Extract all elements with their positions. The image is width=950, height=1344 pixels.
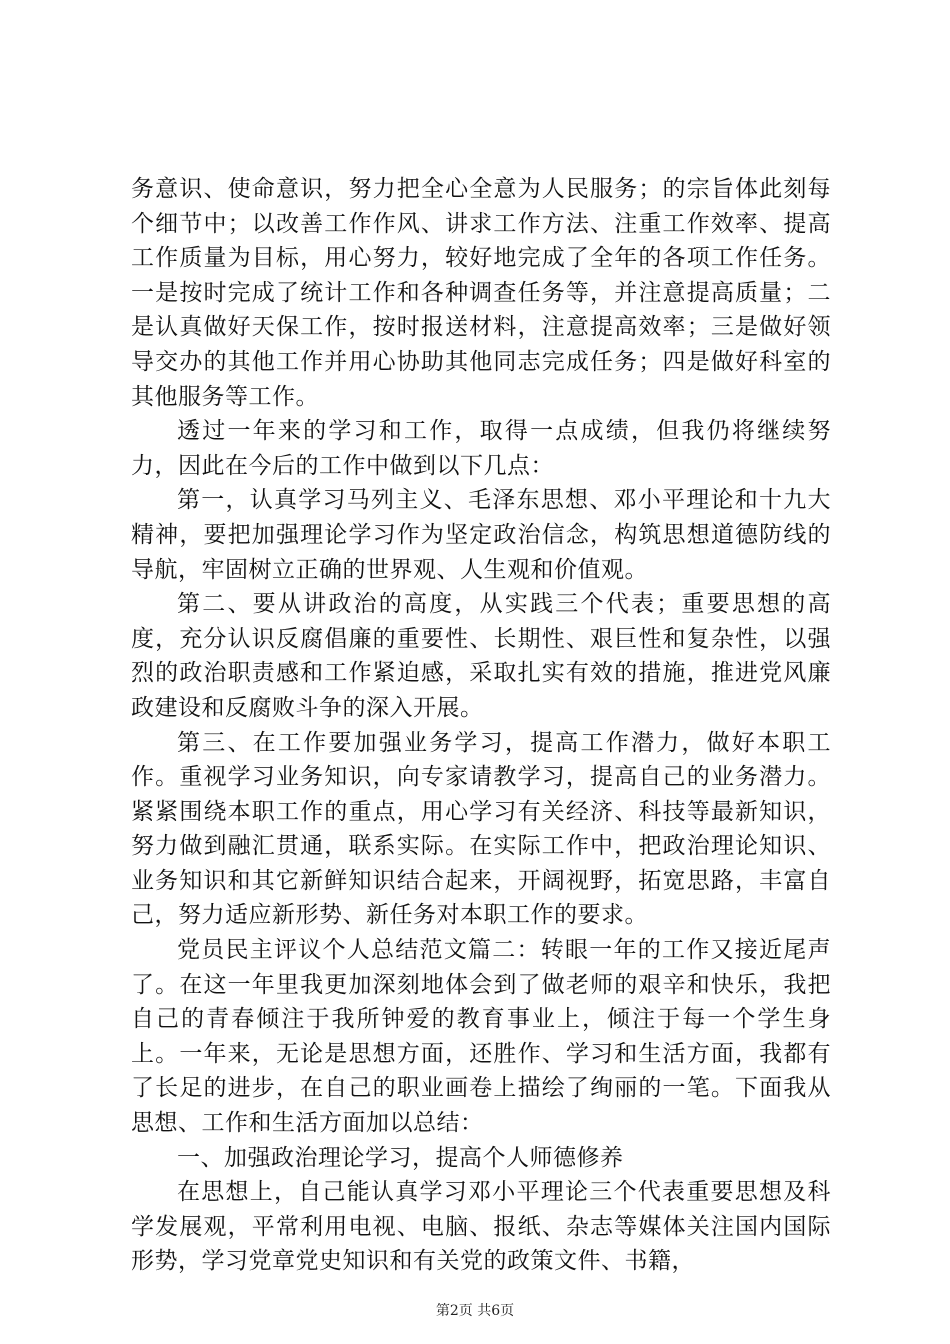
paragraph-8: 在思想上，自己能认真学习邓小平理论三个代表重要思想及科学发展观，平常利用电视、电脑、报纸、杂志等媒体关注国内国际形势，学习党章党史知识和有关党的政策文件、书籍， (131, 1179, 831, 1275)
section-heading: 一、加强政治理论学习，提高个人师德修养 (177, 1144, 624, 1171)
document-body (131, 172, 831, 1279)
paragraph-3: 第一，认真学习马列主义、毛泽东思想、邓小平理论和十九大精神，要把加强理论学习作为坚定政治信念，构筑思想道德防线的导航，牢固树立正确的世界观、人生观和价值观。 (131, 487, 831, 583)
page-number-footer: 第2页 共6页 (435, 1303, 515, 1319)
paragraph-6: 党员民主评议个人总结范文篇二：转眼一年的工作又接近尾声了。在这一年里我更加深刻地体会到了做老师的艰辛和快乐，我把自己的青春倾注于我所钟爱的教育事业上，倾注于每一个学生身上。一年来，无论是思想方面，还胜作、学习和生活方面，我都有了长足的进步，在自己的职业画卷上描绘了绚丽的一笔。下面我从思想、工作和生活方面加以总结： (131, 937, 831, 1137)
paragraph-2: 透过一年来的学习和工作，取得一点成绩，但我仍将继续努力，因此在今后的工作中做到以下几点： (131, 418, 831, 479)
paragraph-4: 第二、要从讲政治的高度，从实践三个代表；重要思想的高度，充分认识反腐倡廉的重要性、长期性、艰巨性和复杂性，以强烈的政治职责感和工作紧迫感，采取扎实有效的措施，推进党风廉政建设和反腐败斗争的深入开展。 (131, 591, 831, 721)
paragraph-1: 务意识、使命意识，努力把全心全意为人民服务；的宗旨体此刻每个细节中；以改善工作作风、讲求工作方法、注重工作效率、提高工作质量为目标，用心努力，较好地完成了全年的各项工作任务。一是按时完成了统计工作和各种调查任务等，并注意提高质量；二是认真做好天保工作，按时报送材料，注意提高效率；三是做好领导交办的其他工作并用心协助其他同志完成任务；四是做好科室的其他服务等工作。 (131, 176, 831, 410)
paragraph-5: 第三、在工作要加强业务学习，提高工作潜力，做好本职工作。重视学习业务知识，向专家请教学习，提高自己的业务潜力。紧紧围绕本职工作的重点，用心学习有关经济、科技等最新知识，努力做到融汇贯通，联系实际。在实际工作中，把政治理论知识、业务知识和其它新鲜知识结合起来，开阔视野，拓宽思路，丰富自己，努力适应新形势、新任务对本职工作的要求。 (131, 729, 831, 929)
